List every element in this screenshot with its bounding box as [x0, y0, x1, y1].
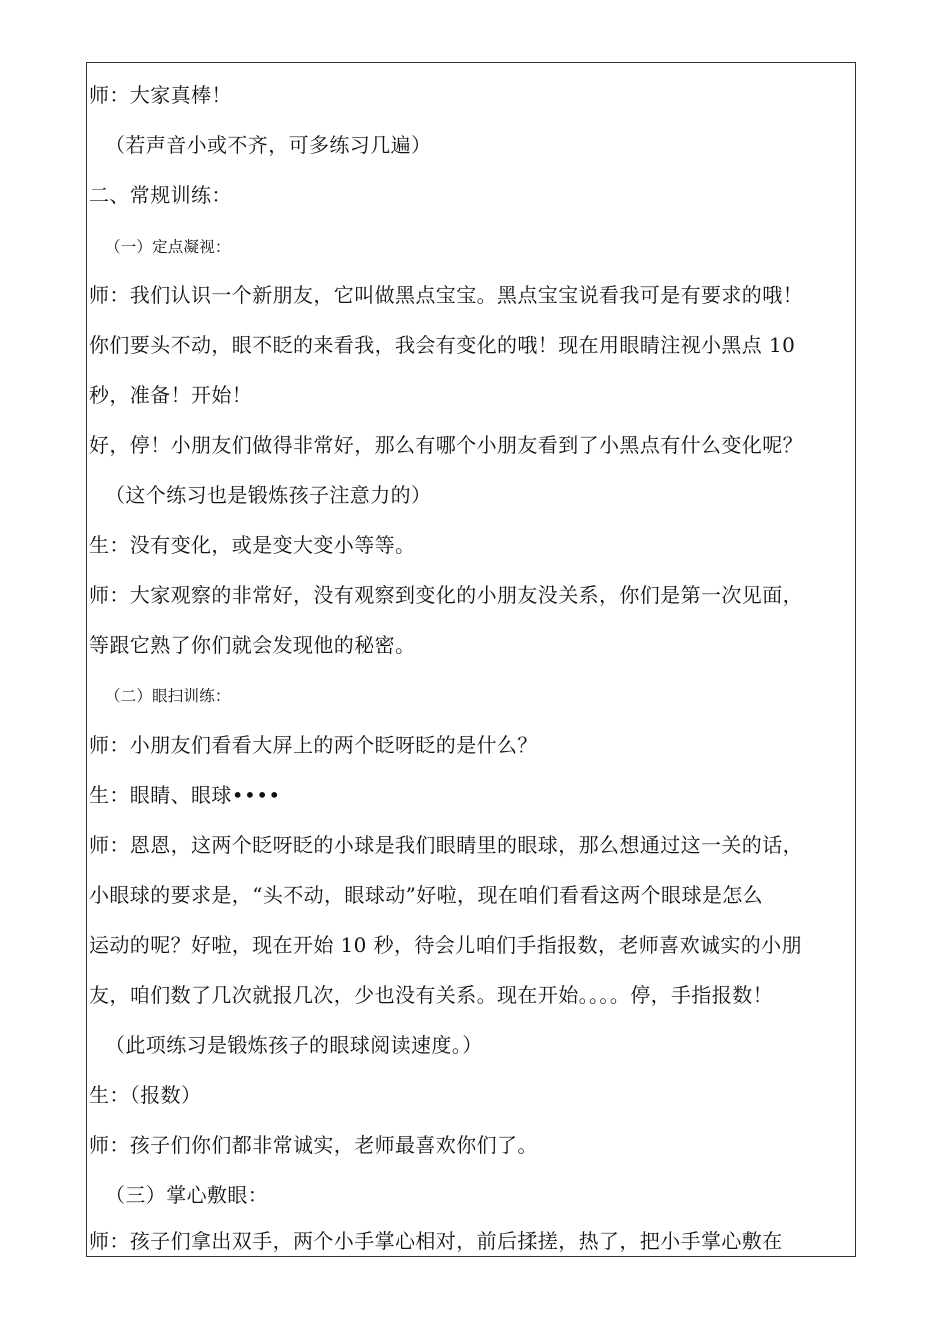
text-line: 秒，准备！开始！ — [89, 383, 253, 407]
text-line: 等跟它熟了你们就会发现他的秘密。 — [89, 633, 416, 657]
text-line: 师：大家真棒！ — [89, 83, 232, 107]
text-line: 师：恩恩，这两个眨呀眨的小球是我们眼睛里的眼球，那么想通过这一关的话， — [89, 833, 803, 857]
document-frame — [86, 62, 856, 1257]
text-line: 你们要头不动，眼不眨的来看我，我会有变化的哦！现在用眼睛注视小黑点 10 — [89, 333, 796, 357]
section-heading: （二）眼扫训练： — [105, 687, 231, 705]
text-line: 生：眼睛、眼球•••• — [89, 783, 281, 807]
text-line: 生：没有变化，或是变大变小等等。 — [89, 533, 416, 557]
text-line: 小眼球的要求是，“头不动，眼球动”好啦，现在咱们看看这两个眼球是怎么 — [89, 883, 764, 907]
text-line: （这个练习也是锻炼孩子注意力的） — [105, 483, 432, 507]
text-line: （此项练习是锻炼孩子的眼球阅读速度。） — [105, 1033, 483, 1057]
text-line: 二、常规训练： — [89, 183, 232, 207]
text-line: 友，咱们数了几次就报几次，少也没有关系。现在开始。。。。停，手指报数！ — [89, 983, 773, 1007]
text-line: 好，停！小朋友们做得非常好，那么有哪个小朋友看到了小黑点有什么变化呢？ — [89, 433, 803, 457]
text-line: 师：大家观察的非常好，没有观察到变化的小朋友没关系，你们是第一次见面， — [89, 583, 803, 607]
text-line: 师：孩子们拿出双手，两个小手掌心相对，前后揉搓，热了，把小手掌心敷在 — [89, 1229, 783, 1253]
section-heading: （三）掌心敷眼： — [105, 1183, 269, 1207]
text-line: 师：孩子们你们都非常诚实，老师最喜欢你们了。 — [89, 1133, 538, 1157]
text-line: （若声音小或不齐，可多练习几遍） — [105, 133, 432, 157]
text-line: 师：我们认识一个新朋友，它叫做黑点宝宝。黑点宝宝说看我可是有要求的哦！ — [89, 283, 803, 307]
text-line: 生：（报数） — [89, 1083, 202, 1107]
text-line: 运动的呢？好啦，现在开始 10 秒，待会儿咱们手指报数，老师喜欢诚实的小朋 — [89, 933, 802, 957]
section-heading: （一）定点凝视： — [105, 238, 231, 256]
text-line: 师：小朋友们看看大屏上的两个眨呀眨的是什么？ — [89, 733, 538, 757]
